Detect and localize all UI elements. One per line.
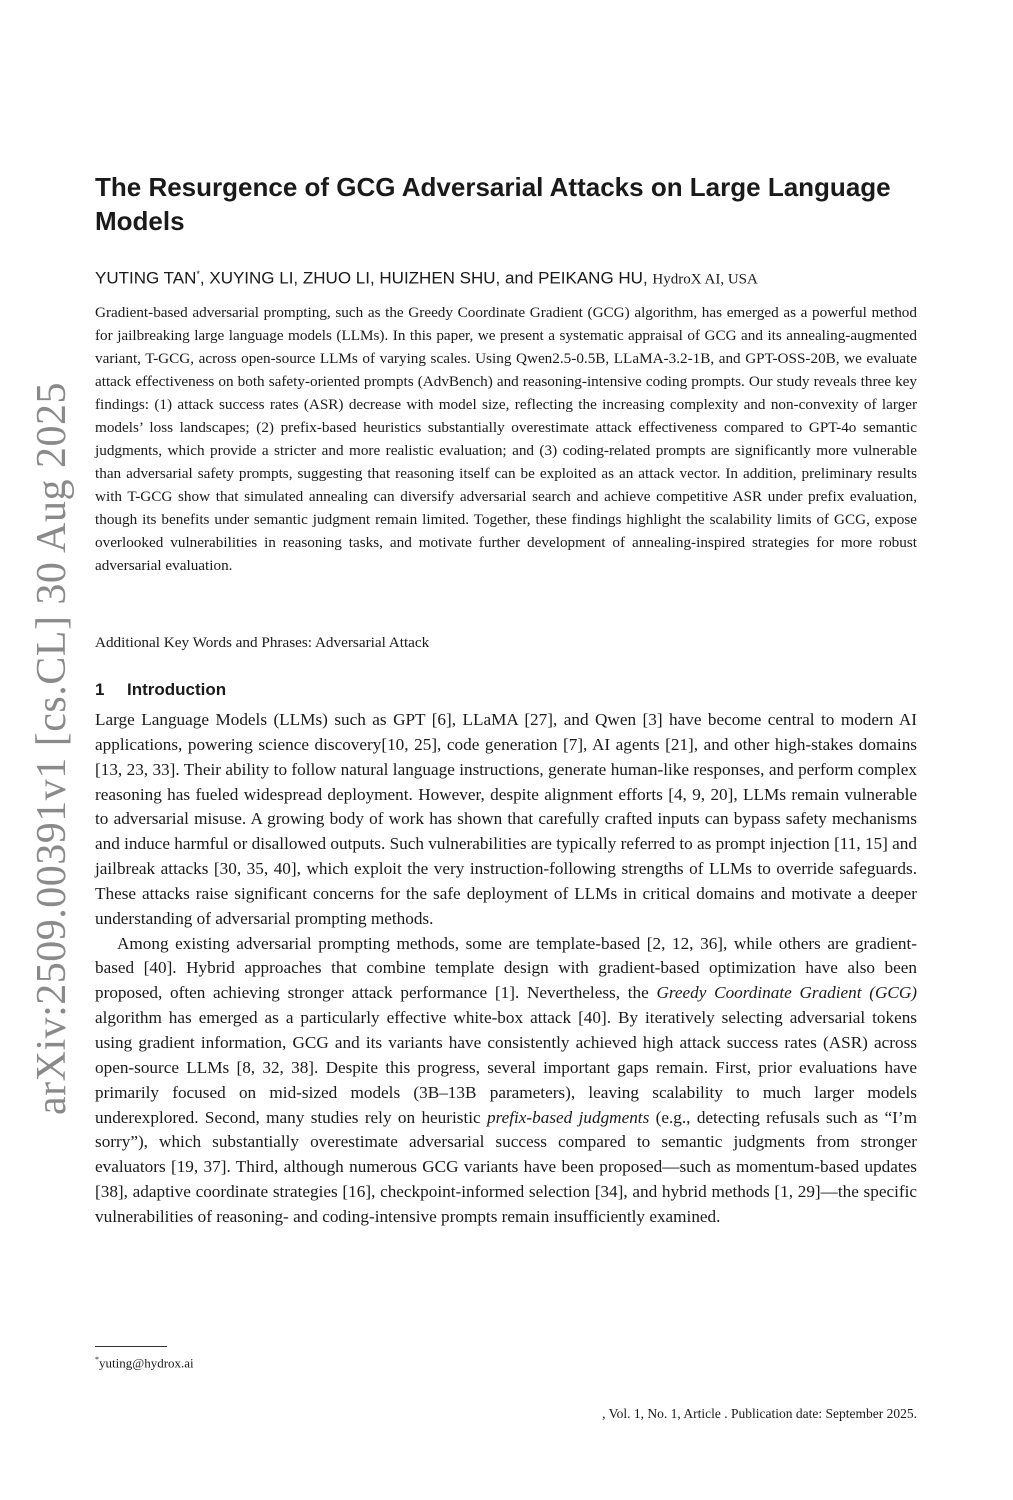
author-others: , XUYING LI, ZHUO LI, HUIZHEN SHU, and PEIKANG HU, bbox=[199, 268, 648, 288]
gcg-term-italic: Greedy Coordinate Gradient (GCG) bbox=[656, 983, 917, 1003]
author-first: YUTING TAN bbox=[95, 268, 197, 288]
footnote-divider bbox=[95, 1346, 167, 1347]
footnote bbox=[95, 1351, 194, 1372]
page-footer: , Vol. 1, No. 1, Article . Publication date: September 2025. bbox=[602, 1406, 917, 1421]
footnote-email: yuting@hydrox.ai bbox=[99, 1355, 194, 1371]
intro-paragraph-2 bbox=[95, 932, 917, 1230]
arxiv-identifier-stamp: arXiv:2509.00391v1 [cs.CL] 30 Aug 2025 bbox=[29, 382, 75, 1115]
author-affiliation: HydroX AI, USA bbox=[652, 271, 758, 288]
author-line bbox=[95, 262, 925, 292]
paragraph2-part1: Among existing adversarial prompting methods, some are template-based [2, 12, 36], while others are gradient-based [40]. Hybrid approaches that combine template design with gradient-based optimization have also been proposed, often achieving stronger attack performance [1]. Nevertheless, the bbox=[95, 933, 917, 1003]
abstract: Gradient-based adversarial prompting, such as the Greedy Coordinate Gradient (GCG) algorithm, has emerged as a powerful method for jailbreaking large language models (LLMs). In this paper, we present a systematic appraisal of GCG and its annealing-augmented variant, T-GCG, across open-source LLMs of varying scales. Using Qwen2.5-0.5B, LLaMA-3.2-1B, and GPT-OSS-20B, we evaluate attack effectiveness on both safety-oriented prompts (AdvBench) and reasoning-intensive coding prompts. Our study reveals three key findings: (1) attack success rates (ASR) decrease with model size, reflecting the increasing complexity and non-convexity of larger models’ loss landscapes; (2) prefix-based heuristics substantially overestimate attack effectiveness compared to GPT-4o semantic judgments, which provide a stricter and more realistic evaluation; and (3) coding-related prompts are significantly more vulnerable than adversarial safety prompts, suggesting that reasoning itself can be exploited as an attack vector. In addition, preliminary results with T-GCG show that simulated annealing can diversify adversarial search and achieve competitive ASR under prefix evaluation, though its benefits under semantic judgment remain limited. Together, these findings highlight the scalability limits of GCG, expose overlooked vulnerabilities in reasoning tasks, and motivate further development of annealing-inspired strategies for more robust adversarial evaluation. bbox=[95, 304, 917, 574]
section-number: 1 bbox=[95, 680, 105, 699]
intro-paragraph-1: Large Language Models (LLMs) such as GPT [6], LLaMA [27], and Qwen [3] have become central to modern AI applications, powering science discovery[10, 25], code generation [7], AI agents [21], and other high-stakes domains [13, 23, 33]. Their ability to follow natural language instructions, generate human-like responses, and perform complex reasoning has fueled widespread deployment. However, despite alignment efforts [4, 9, 20], LLMs remain vulnerable to adversarial misuse. A growing body of work has shown that carefully crafted inputs can bypass safety mechanisms and induce harmful or disallowed outputs. Such vulnerabilities are typically referred to as prompt injection [11, 15] and jailbreak attacks [30, 35, 40], which exploit the very instruction-following strengths of LLMs to override safeguards. These attacks raise significant concerns for the safe deployment of LLMs in critical domains and motivate a deeper understanding of adversarial prompting methods. bbox=[95, 710, 917, 928]
footnote-mark: * bbox=[95, 1355, 99, 1364]
section-title: Introduction bbox=[127, 680, 227, 699]
section-heading bbox=[95, 678, 226, 702]
prefix-judgments-italic: prefix-based judgments bbox=[486, 1107, 650, 1127]
paragraph2-part2: algorithm has emerged as a particularly effective white-box attack [40]. By iteratively selecting adversarial tokens using gradient information, GCG and its variants have consistently achieved high attack success rates (ASR) across open-source LLMs [8, 32, 38]. Despite this progress, several important gaps remain. First, prior evaluations have primarily focused on mid-sized models (3B–13B parameters), leaving scalability to much larger models underexplored. Second, many studies rely on heuristic bbox=[95, 1008, 917, 1127]
paragraph2-part3: (e.g., detecting refusals such as “I’m sorry”), which substantially overestimate adversarial success compared to semantic judgments from stronger evaluators [19, 37]. Third, although numerous GCG variants have been proposed—such as momentum-based updates [38], adaptive coordinate strategies [16], checkpoint-informed selection [34], and hybrid methods [1, 29]—the specific vulnerabilities of reasoning- and coding-intensive prompts remain insufficiently examined. bbox=[95, 1107, 917, 1226]
paper-title: The Resurgence of GCG Adversarial Attacks on Large Language Models bbox=[95, 172, 891, 236]
body-text bbox=[95, 708, 917, 1230]
keywords: Additional Key Words and Phrases: Adversarial Attack bbox=[95, 634, 430, 651]
author-footnote-mark: * bbox=[196, 269, 200, 279]
